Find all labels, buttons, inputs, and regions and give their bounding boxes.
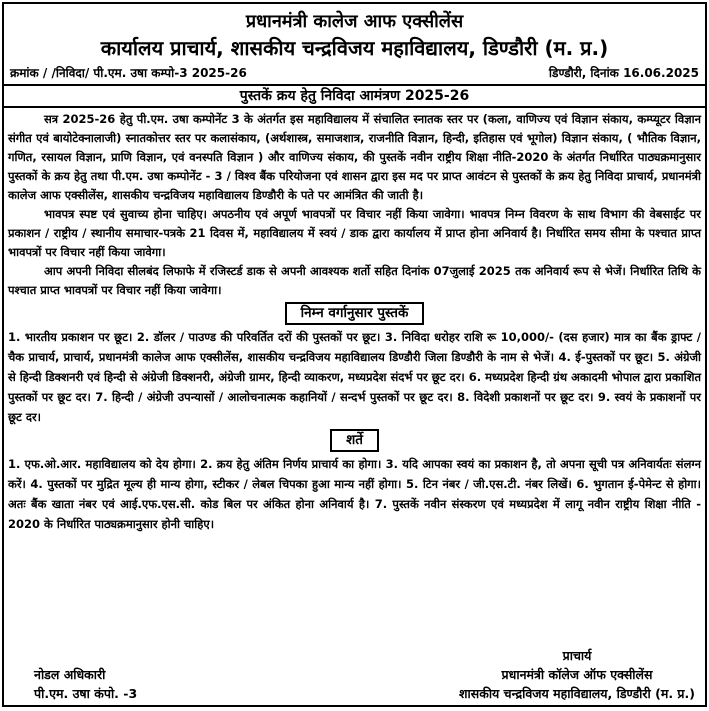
discounts-heading: निम्न वर्गानुसार पुस्तकें	[285, 302, 425, 325]
body-paragraph-2: भावपत्र स्पष्ट एवं सुवाच्य होना चाहिए। अपठनीय एवं अपूर्ण भावपत्रों पर विचार नहीं किया जावेगा। भावपत्र निम्न विवरण के साथ विभाग की वेबसाईट पर प्रकाशन / राष्ट्रीय / स्थानीय समाचार-पत्रके 21 दिवस में, महाविद्यालय में स्वयं / डाक द्वारा कार्यालय में प्राप्त होना अनिवार्य है। निर्धारित समय सीमा के पश्चात प्राप्त भावपत्रों पर विचार नहीं किया जावेगा।	[8, 207, 701, 259]
principal-college: शासकीय चन्द्रविजय महाविद्यालय, डिण्डौरी (म. प्र.)	[459, 686, 695, 701]
nodal-officer-signature	[4, 646, 137, 703]
principal-institution: प्रधानमंत्री कॉलेज ऑफ एक्सीलेंस	[501, 667, 653, 682]
conditions-heading-wrap	[4, 429, 705, 452]
tender-notice	[2, 2, 707, 707]
principal-title: प्राचार्य	[562, 648, 592, 663]
signature-block	[4, 646, 705, 703]
place-date: डिण्डौरी, दिनांक 16.06.2025	[548, 66, 699, 80]
reference-line	[4, 62, 705, 86]
discounts-list: 1. भारतीय प्रकाशन पर छूट। 2. डॉलर / पाउण्ड की परिवर्तित दरों की पुस्तकों पर छूट। 3. निविदा धरोहर राशि रू 10,000/- (दस हजार) मात्र का बैंक ड्राफ्ट / चैक प्राचार्य, प्राचार्य, प्रधानमंत्री कालेज आफ एक्सीलेंस, शासकीय चन्द्रविजय महाविद्यालय डिण्डौरी जिला डिण्डौरी के नाम से भेजें। 4. ई-पुस्तकों पर छूट। 5. अंग्रेजी से हिन्दी डिक्शनरी एवं हिन्दी से अंग्रेजी डिक्शनरी, अंग्रेजी ग्रामर, हिन्दी व्याकरण, मध्यप्रदेश संदर्भ पर छूट दर। 6. मध्यप्रदेश हिन्दी ग्रंथ अकादमी भोपाल द्वारा प्रकाशित पुस्तकों पर छूट दर। 7. हिन्दी / अंग्रेजी उपन्यासों / आलोचनात्मक कहानियों / सन्दर्भ पुस्तकों पर छूट दर। 8. विदेशी प्रकाशनों पर छूट दर। 9. स्वयं के प्रकाशनों पर छूट दर।	[8, 330, 701, 424]
discounts-heading-wrap	[4, 302, 705, 325]
subject-heading: पुस्तकें क्रय हेतु निविदा आमंत्रण 2025-26	[4, 86, 705, 108]
institution-title: प्रधानमंत्री कालेज आफ एक्सीलेंस	[245, 11, 464, 32]
office-title: कार्यालय प्राचार्य, शासकीय चन्द्रविजय महाविद्यालय, डिण्डौरी (म. प्र.)	[100, 36, 609, 60]
nodal-officer-title: नोडल अधिकारी	[34, 667, 106, 682]
body-paragraph-3: आप अपनी निविदा सीलबंद लिफाफे में रजिस्टर्ड डाक से अपनी आवश्यक शर्तो सहित दिनांक 07जुलाई 2025 तक अनिवार्य रूप से भेजें। निर्धारित तिथि के पश्चात प्राप्त भावपत्रों पर विचार नहीं किया जावेगा।	[8, 264, 701, 297]
reference-number: क्रमांक / /निविदा/ पी.एम. उषा कम्पो-3 2025-26	[10, 66, 247, 80]
conditions-heading: शर्ते	[330, 429, 379, 452]
conditions-list: 1. एफ.ओ.आर. महाविद्यालय को देय होगा। 2. क्रय हेतु अंतिम निर्णय प्राचार्य का होगा। 3. यदि आपका स्वयं का प्रकाशन है, तो अपना सूची पत्र अनिवार्यतः संलग्न करें। 4. पुस्तकों पर मुद्रित मूल्य ही मान्य होगा, स्टीकर / लेबल चिपका हुआ मान्य नहीं होगा। 5. टिन नंबर / जी.एस.टी. नंबर लिखें। 6. भुगतान ई-पेमेन्ट से होगा। अतः बैंक खाता नंबर एवं आई.एफ.एस.सी. कोड बिल पर अंकित होना अनिवार्य है। 7. पुस्तकें नवीन संस्करण एवं मध्यप्रदेश में लागू नवीन राष्ट्रीय शिक्षा नीति - 2020 के निर्धारित पाठ्यक्रमानुसार होनी चाहिए।	[8, 457, 701, 531]
nodal-officer-scheme: पी.एम. उषा कंपो. -3	[34, 686, 138, 701]
principal-signature	[459, 646, 705, 703]
body-paragraph-1: सत्र 2025-26 हेतु पी.एम. उषा कम्पोनेंट 3 के अंतर्गत इस महाविद्यालय में संचालित स्नातक स्तर पर (कला, वाणिज्य एवं विज्ञान संकाय, कम्प्यूटर विज्ञान संगीत एवं बायोटेक्नालाजी) स्नातकोत्तर स्तर पर कलासंकाय, (अर्थशास्त्र, समाजशात्र, राजनीति विज्ञान, हिन्दी, इतिहास एवं भूगोल) विज्ञान संकाय, ( भौतिक विज्ञान, गणित, रसायल विज्ञान, प्राणि विज्ञान, एवं वनस्पति विज्ञान ) और वाणिज्य संकाय, की पुस्तकें नवीन राष्ट्रीय शिक्षा नीति-2020 के अंतर्गत निर्धारित पाठ्यक्रमानुसार पुस्तकों के क्रय हेतु तथा पी.एम. उषा कम्पोनेंट - 3 / विश्व बैंक परियोजना एवं शासन द्वारा इस मद पर प्राप्त आवंटन से पुस्तकों के क्रय हेतु निविदा प्राचार्य, प्रधानमंत्री कालेज आफ एक्सीलेंस, शासकीय चन्द्रविजय महाविद्यालय डिण्डौरी के पते पर आमंत्रित की जाती है।	[8, 112, 701, 202]
